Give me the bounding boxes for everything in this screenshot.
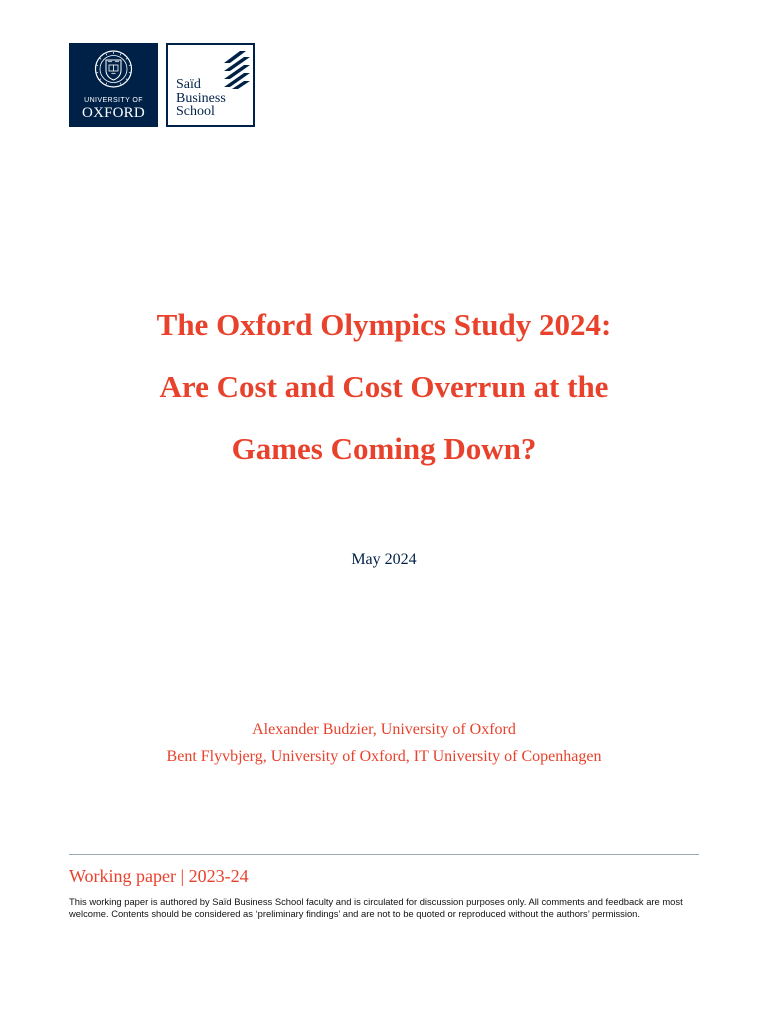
- paper-title: [0, 294, 768, 480]
- author-line: Bent Flyvbjerg, University of Oxford, IT University of Copenhagen: [166, 748, 602, 765]
- said-logo-line1: Saïd: [176, 77, 201, 92]
- author-list: [0, 716, 768, 770]
- said-logo-line3: School: [176, 104, 215, 119]
- publication-date: May 2024: [351, 551, 417, 568]
- working-paper-label: Working paper | 2023-24: [69, 866, 249, 886]
- oxford-logo-line1: UNIVERSITY OF: [84, 97, 143, 104]
- oxford-logo-line2: OXFORD: [82, 105, 145, 121]
- footer-divider: [69, 854, 699, 855]
- title-line-1: The Oxford Olympics Study 2024:: [156, 307, 612, 342]
- said-logo-line2: Business: [176, 90, 226, 106]
- university-of-oxford-logo: [69, 43, 158, 127]
- said-wordmark: [176, 78, 226, 119]
- title-line-3: Games Coming Down?: [231, 431, 537, 466]
- disclaimer-text: This working paper is authored by Saïd Business School faculty and is circulated for discussion purposes only. All comments and feedback are most welcome. Contents should be considered as ‘preliminary findings’ and are not to be quoted or reproduced without the authors’ permission.: [69, 896, 683, 919]
- said-business-school-logo: [166, 43, 255, 127]
- author-line: Alexander Budzier, University of Oxford: [252, 721, 516, 738]
- title-line-2: Are Cost and Cost Overrun at the: [159, 369, 609, 404]
